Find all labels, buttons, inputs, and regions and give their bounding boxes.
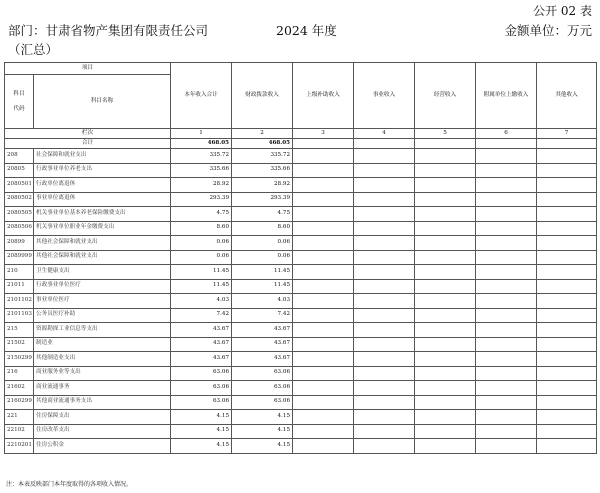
row-total-value: 4.15 xyxy=(171,439,232,454)
fiscal-year-label: 2024 年度 xyxy=(276,23,337,38)
empty-cell xyxy=(537,439,597,454)
row-name: 公务员医疗补助 xyxy=(34,308,171,323)
lanci-label: 栏次 xyxy=(5,129,171,139)
empty-cell xyxy=(415,279,476,294)
empty-cell xyxy=(354,139,415,149)
empty-cell xyxy=(415,265,476,280)
empty-cell xyxy=(293,250,354,265)
lanci-number: 1 xyxy=(171,129,232,139)
row-total-value: 63.06 xyxy=(171,381,232,396)
empty-cell xyxy=(354,279,415,294)
row-code: 22102 xyxy=(5,424,34,439)
table-row xyxy=(5,352,597,367)
empty-cell xyxy=(415,366,476,381)
row-name: 其他社会保障和就业支出 xyxy=(34,250,171,265)
empty-cell xyxy=(415,236,476,251)
empty-cell xyxy=(537,163,597,178)
currency-unit-label: 金额单位：万元 xyxy=(504,23,592,38)
empty-cell xyxy=(415,207,476,222)
empty-cell xyxy=(476,381,537,396)
row-fiscal-value: 4.15 xyxy=(232,439,293,454)
empty-cell xyxy=(476,139,537,149)
empty-cell xyxy=(476,149,537,164)
column-header: 附属单位上缴收入 xyxy=(476,63,537,129)
table-row xyxy=(5,424,597,439)
empty-cell xyxy=(354,323,415,338)
empty-cell xyxy=(476,308,537,323)
table-row xyxy=(5,221,597,236)
empty-cell xyxy=(354,221,415,236)
row-fiscal-value: 63.06 xyxy=(232,381,293,396)
empty-cell xyxy=(293,279,354,294)
table-row xyxy=(5,337,597,352)
empty-cell xyxy=(537,366,597,381)
row-fiscal-value: 0.06 xyxy=(232,250,293,265)
empty-cell xyxy=(476,221,537,236)
lanci-number: 5 xyxy=(415,129,476,139)
column-header: 上级补助收入 xyxy=(293,63,354,129)
empty-cell xyxy=(537,279,597,294)
empty-cell xyxy=(293,294,354,309)
empty-cell xyxy=(415,337,476,352)
empty-cell xyxy=(537,139,597,149)
row-name: 其他社会保障和就业支出 xyxy=(34,236,171,251)
row-code: 2080505 xyxy=(5,207,34,222)
empty-cell xyxy=(415,352,476,367)
empty-cell xyxy=(537,381,597,396)
empty-cell xyxy=(293,178,354,193)
department-label: 部门：甘肃省物产集团有限责任公司 xyxy=(8,23,209,38)
total-label: 合计 xyxy=(5,139,171,149)
empty-cell xyxy=(354,366,415,381)
empty-cell xyxy=(415,439,476,454)
table-row xyxy=(5,236,597,251)
empty-cell xyxy=(354,207,415,222)
row-code: 21011 xyxy=(5,279,34,294)
empty-cell xyxy=(354,163,415,178)
row-name: 事业单位离退休 xyxy=(34,192,171,207)
column-header: 事业收入 xyxy=(354,63,415,129)
empty-cell xyxy=(537,207,597,222)
row-code: 221 xyxy=(5,410,34,425)
empty-cell xyxy=(537,178,597,193)
row-code: 2150299 xyxy=(5,352,34,367)
table-row xyxy=(5,366,597,381)
empty-cell xyxy=(293,308,354,323)
lanci-number: 2 xyxy=(232,129,293,139)
row-code: 21602 xyxy=(5,381,34,396)
row-fiscal-value: 7.42 xyxy=(232,308,293,323)
empty-cell xyxy=(354,381,415,396)
row-fiscal-value: 293.39 xyxy=(232,192,293,207)
row-fiscal-value: 43.67 xyxy=(232,352,293,367)
empty-cell xyxy=(415,221,476,236)
column-header: 其他收入 xyxy=(537,63,597,129)
row-fiscal-value: 43.67 xyxy=(232,323,293,338)
row-code: 21502 xyxy=(5,337,34,352)
empty-cell xyxy=(537,337,597,352)
code-header xyxy=(5,75,34,129)
empty-cell xyxy=(537,265,597,280)
empty-cell xyxy=(476,192,537,207)
row-total-value: 335.72 xyxy=(171,149,232,164)
empty-cell xyxy=(354,424,415,439)
row-code: 20899 xyxy=(5,236,34,251)
revenue-table xyxy=(4,62,597,454)
empty-cell xyxy=(354,178,415,193)
lanci-number: 7 xyxy=(537,129,597,139)
report-header xyxy=(8,21,592,39)
empty-cell xyxy=(537,294,597,309)
row-code: 2080502 xyxy=(5,192,34,207)
row-fiscal-value: 63.06 xyxy=(232,366,293,381)
column-header: 财政拨款收入 xyxy=(232,63,293,129)
empty-cell xyxy=(537,250,597,265)
row-total-value: 28.92 xyxy=(171,178,232,193)
row-total-value: 8.60 xyxy=(171,221,232,236)
row-fiscal-value: 43.67 xyxy=(232,337,293,352)
total-value: 468.05 xyxy=(171,139,232,149)
empty-cell xyxy=(476,250,537,265)
empty-cell xyxy=(415,410,476,425)
empty-cell xyxy=(415,308,476,323)
empty-cell xyxy=(537,424,597,439)
column-header: 本年收入合计 xyxy=(171,63,232,129)
row-name: 其他制造业支出 xyxy=(34,352,171,367)
empty-cell xyxy=(293,221,354,236)
empty-cell xyxy=(476,410,537,425)
empty-cell xyxy=(354,352,415,367)
row-total-value: 335.66 xyxy=(171,163,232,178)
empty-cell xyxy=(476,279,537,294)
empty-cell xyxy=(537,410,597,425)
row-total-value: 4.03 xyxy=(171,294,232,309)
row-code: 210 xyxy=(5,265,34,280)
row-total-value: 7.42 xyxy=(171,308,232,323)
row-name: 行政事业单位医疗 xyxy=(34,279,171,294)
empty-cell xyxy=(415,294,476,309)
row-code: 2210201 xyxy=(5,439,34,454)
report-subtitle: （汇总） xyxy=(8,42,59,57)
empty-cell xyxy=(476,337,537,352)
empty-cell xyxy=(537,395,597,410)
row-total-value: 11.45 xyxy=(171,265,232,280)
table-row xyxy=(5,294,597,309)
empty-cell xyxy=(354,192,415,207)
empty-cell xyxy=(415,381,476,396)
empty-cell xyxy=(354,395,415,410)
row-name: 住房公积金 xyxy=(34,439,171,454)
empty-cell xyxy=(354,337,415,352)
empty-cell xyxy=(415,149,476,164)
table-row xyxy=(5,395,597,410)
row-fiscal-value: 4.03 xyxy=(232,294,293,309)
row-fiscal-value: 11.45 xyxy=(232,265,293,280)
row-name: 行政单位离退休 xyxy=(34,178,171,193)
empty-cell xyxy=(293,439,354,454)
project-header: 项目 xyxy=(5,63,171,75)
row-code: 2101103 xyxy=(5,308,34,323)
row-name: 住房保障支出 xyxy=(34,410,171,425)
row-code: 2160299 xyxy=(5,395,34,410)
lanci-number: 3 xyxy=(293,129,354,139)
empty-cell xyxy=(354,265,415,280)
row-total-value: 11.45 xyxy=(171,279,232,294)
empty-cell xyxy=(476,352,537,367)
empty-cell xyxy=(293,192,354,207)
lanci-number: 6 xyxy=(476,129,537,139)
row-total-value: 4.75 xyxy=(171,207,232,222)
row-total-value: 293.39 xyxy=(171,192,232,207)
row-fiscal-value: 335.66 xyxy=(232,163,293,178)
empty-cell xyxy=(354,410,415,425)
row-total-value: 4.15 xyxy=(171,410,232,425)
row-code: 2080501 xyxy=(5,178,34,193)
empty-cell xyxy=(354,236,415,251)
row-total-value: 63.06 xyxy=(171,395,232,410)
empty-cell xyxy=(293,149,354,164)
row-fiscal-value: 0.06 xyxy=(232,236,293,251)
empty-cell xyxy=(476,424,537,439)
row-name: 制造业 xyxy=(34,337,171,352)
empty-cell xyxy=(537,236,597,251)
row-code: 216 xyxy=(5,366,34,381)
table-row xyxy=(5,250,597,265)
table-row xyxy=(5,308,597,323)
empty-cell xyxy=(537,192,597,207)
table-row xyxy=(5,163,597,178)
empty-cell xyxy=(476,236,537,251)
empty-cell xyxy=(476,178,537,193)
row-name: 行政事业单位养老支出 xyxy=(34,163,171,178)
empty-cell xyxy=(293,395,354,410)
table-row xyxy=(5,265,597,280)
table-row xyxy=(5,207,597,222)
empty-cell xyxy=(476,439,537,454)
row-name: 卫生健康支出 xyxy=(34,265,171,280)
table-row xyxy=(5,439,597,454)
empty-cell xyxy=(537,221,597,236)
row-name: 机关事业单位职业年金缴费支出 xyxy=(34,221,171,236)
empty-cell xyxy=(354,439,415,454)
name-header: 科目名称 xyxy=(34,75,171,129)
row-name: 其他商业流通事务支出 xyxy=(34,395,171,410)
empty-cell xyxy=(415,424,476,439)
column-header: 经营收入 xyxy=(415,63,476,129)
empty-cell xyxy=(476,265,537,280)
empty-cell xyxy=(293,381,354,396)
row-name: 事业单位医疗 xyxy=(34,294,171,309)
code-header-text: 科目代码 xyxy=(13,90,25,112)
row-name: 商业服务业等支出 xyxy=(34,366,171,381)
empty-cell xyxy=(537,352,597,367)
row-fiscal-value: 4.15 xyxy=(232,424,293,439)
row-code: 20805 xyxy=(5,163,34,178)
row-total-value: 43.67 xyxy=(171,352,232,367)
empty-cell xyxy=(476,395,537,410)
row-total-value: 43.67 xyxy=(171,337,232,352)
table-row xyxy=(5,178,597,193)
row-fiscal-value: 335.72 xyxy=(232,149,293,164)
row-total-value: 43.67 xyxy=(171,323,232,338)
empty-cell xyxy=(293,236,354,251)
empty-cell xyxy=(293,265,354,280)
empty-cell xyxy=(537,308,597,323)
table-row xyxy=(5,410,597,425)
empty-cell xyxy=(476,163,537,178)
row-fiscal-value: 11.45 xyxy=(232,279,293,294)
row-name: 机关事业单位基本养老保险缴费支出 xyxy=(34,207,171,222)
empty-cell xyxy=(293,424,354,439)
table-row xyxy=(5,279,597,294)
empty-cell xyxy=(415,395,476,410)
row-code: 2080506 xyxy=(5,221,34,236)
row-name: 社会保障和就业支出 xyxy=(34,149,171,164)
row-total-value: 63.06 xyxy=(171,366,232,381)
empty-cell xyxy=(293,207,354,222)
empty-cell xyxy=(293,366,354,381)
row-fiscal-value: 28.92 xyxy=(232,178,293,193)
row-name: 商业流通事务 xyxy=(34,381,171,396)
total-value: 468.05 xyxy=(232,139,293,149)
row-fiscal-value: 8.60 xyxy=(232,221,293,236)
row-name: 资源勘探工业信息等支出 xyxy=(34,323,171,338)
empty-cell xyxy=(415,192,476,207)
row-total-value: 0.06 xyxy=(171,250,232,265)
empty-cell xyxy=(293,139,354,149)
empty-cell xyxy=(537,323,597,338)
empty-cell xyxy=(354,308,415,323)
row-fiscal-value: 4.15 xyxy=(232,410,293,425)
row-total-value: 0.06 xyxy=(171,236,232,251)
empty-cell xyxy=(354,294,415,309)
row-code: 215 xyxy=(5,323,34,338)
empty-cell xyxy=(476,207,537,222)
table-row xyxy=(5,381,597,396)
row-code: 2089999 xyxy=(5,250,34,265)
row-code: 2101102 xyxy=(5,294,34,309)
empty-cell xyxy=(415,323,476,338)
row-total-value: 4.15 xyxy=(171,424,232,439)
empty-cell xyxy=(293,337,354,352)
empty-cell xyxy=(476,294,537,309)
empty-cell xyxy=(415,250,476,265)
empty-cell xyxy=(476,323,537,338)
empty-cell xyxy=(293,323,354,338)
empty-cell xyxy=(293,410,354,425)
empty-cell xyxy=(537,149,597,164)
empty-cell xyxy=(354,250,415,265)
table-row xyxy=(5,192,597,207)
empty-cell xyxy=(293,163,354,178)
footnote: 注：本表反映部门本年度取得的各项收入情况。 xyxy=(6,481,133,488)
table-row xyxy=(5,149,597,164)
table-row xyxy=(5,323,597,338)
empty-cell xyxy=(415,178,476,193)
empty-cell xyxy=(415,163,476,178)
empty-cell xyxy=(476,366,537,381)
row-fiscal-value: 4.75 xyxy=(232,207,293,222)
row-name: 住房改革支出 xyxy=(34,424,171,439)
row-code: 208 xyxy=(5,149,34,164)
empty-cell xyxy=(354,149,415,164)
row-fiscal-value: 63.06 xyxy=(232,395,293,410)
empty-cell xyxy=(415,139,476,149)
form-number: 公开 02 表 xyxy=(533,4,592,18)
empty-cell xyxy=(293,352,354,367)
table-body xyxy=(5,149,597,454)
lanci-number: 4 xyxy=(354,129,415,139)
